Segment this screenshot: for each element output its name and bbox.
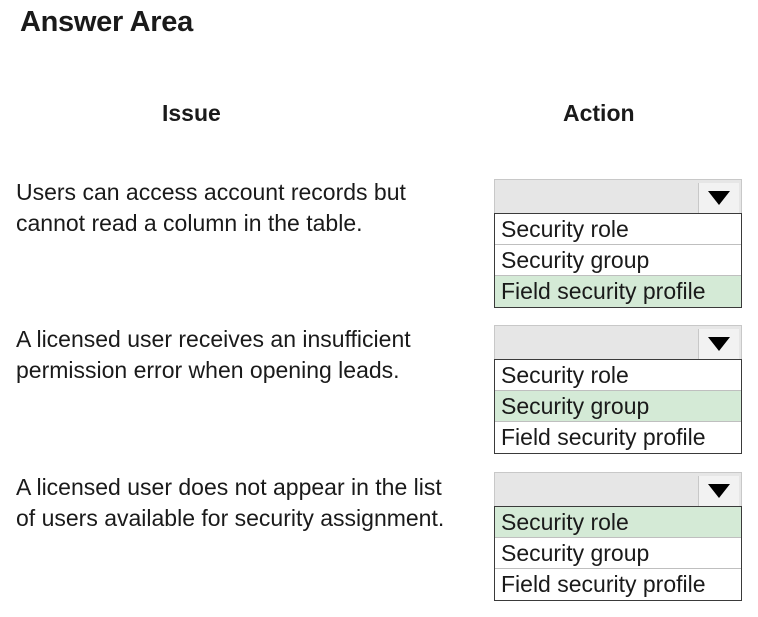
option-field-security-profile[interactable]: Field security profile bbox=[501, 424, 706, 450]
dropdown-header[interactable] bbox=[494, 472, 742, 506]
option-field-security-profile[interactable]: Field security profile bbox=[501, 571, 706, 597]
option-security-role[interactable]: Security role bbox=[495, 214, 741, 245]
dropdown-options bbox=[494, 359, 742, 454]
dropdown-options bbox=[494, 213, 742, 308]
triangle-down-icon bbox=[707, 190, 731, 206]
action-dropdown-3[interactable] bbox=[494, 472, 742, 601]
dropdown-header[interactable] bbox=[494, 179, 742, 213]
dropdown-options bbox=[494, 506, 742, 601]
option-field-security-profile[interactable]: Field security profile bbox=[495, 276, 741, 307]
issue-text-3: A licensed user does not appear in the list of users available for security assignment. bbox=[16, 474, 445, 531]
issue-text-2: A licensed user receives an insufficient permission error when opening leads. bbox=[16, 326, 411, 383]
action-column-header: Action bbox=[563, 100, 635, 126]
option-security-role[interactable]: Security role bbox=[495, 360, 741, 391]
dropdown-arrow-button[interactable] bbox=[698, 329, 739, 359]
dropdown-arrow-button[interactable] bbox=[698, 476, 739, 506]
option-security-role[interactable]: Security role bbox=[495, 507, 741, 538]
option-security-group[interactable]: Security group bbox=[495, 391, 741, 422]
answer-area-title: Answer Area bbox=[20, 6, 193, 38]
dropdown-header[interactable] bbox=[494, 325, 742, 359]
action-dropdown-1[interactable] bbox=[494, 179, 742, 308]
option-security-group[interactable]: Security group bbox=[495, 538, 741, 569]
dropdown-arrow-button[interactable] bbox=[698, 183, 739, 213]
triangle-down-icon bbox=[707, 336, 731, 352]
triangle-down-icon bbox=[707, 483, 731, 499]
action-dropdown-2[interactable] bbox=[494, 325, 742, 454]
issue-text-1: Users can access account records but cannot read a column in the table. bbox=[16, 179, 406, 236]
issue-column-header: Issue bbox=[162, 100, 221, 126]
option-security-group[interactable]: Security group bbox=[495, 245, 741, 276]
